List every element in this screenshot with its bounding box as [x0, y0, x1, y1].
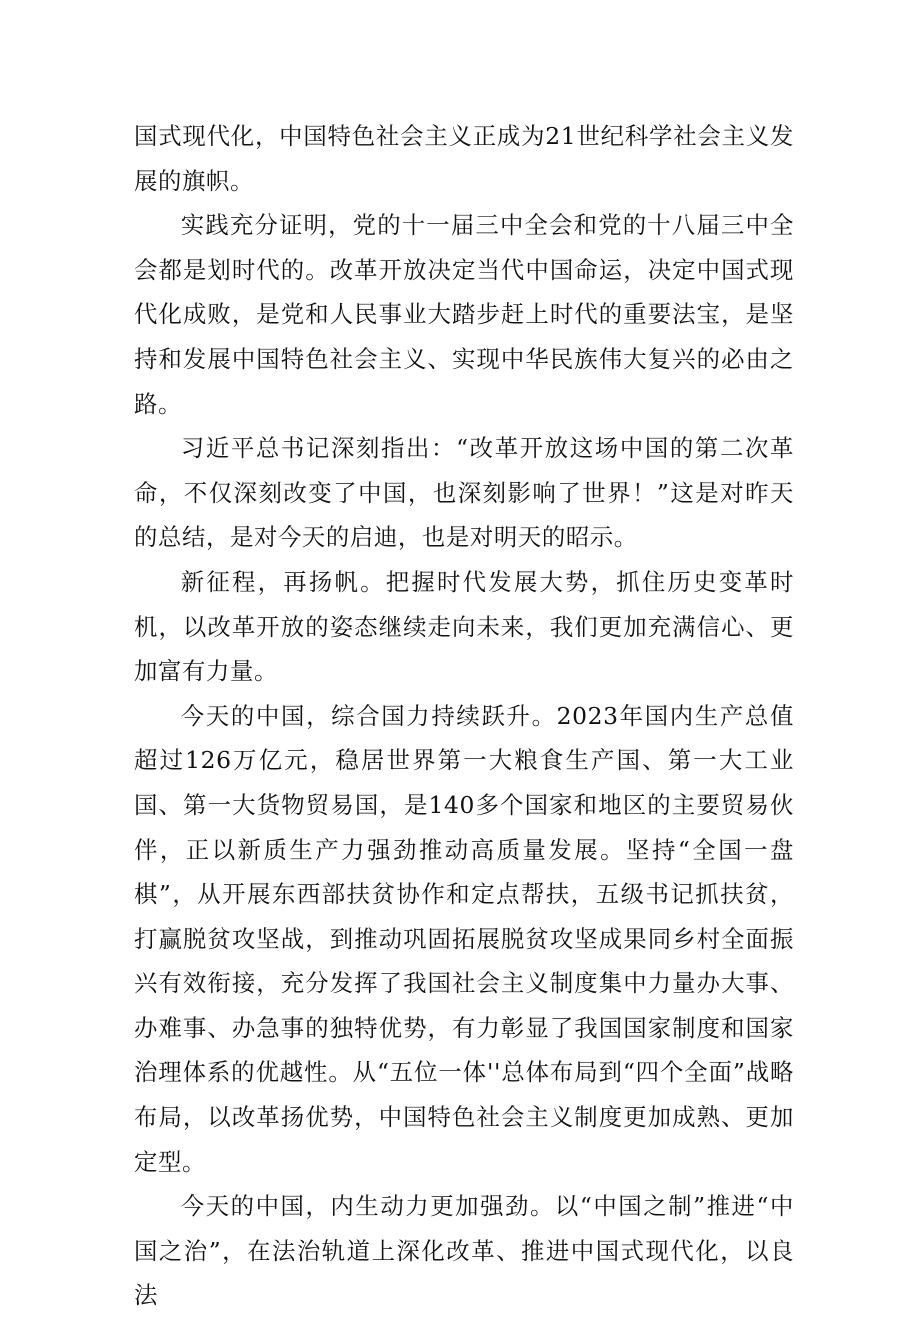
paragraph: 习近平总书记深刻指出：“改革开放这场中国的第二次革命，不仅深刻改变了中国，也深刻影响了世界！”这是对昨天的总结，是对今天的启迪，也是对明天的昭示。	[134, 434, 794, 552]
paragraph: 今天的中国，综合国力持续跃升。2023年国内生产总值超过126万亿元，稳居世界第一大粮食生产国、第一大工业国、第一大货物贸易国，是140多个国家和地区的主要贸易伙伴，正以新质生产力强劲推动高质量发展。坚持“全国一盘棋”，从开展东西部扶贫协作和定点帮扶，五级书记抓扶贫，打赢脱贫攻坚战，到推动巩固拓展脱贫攻坚成果同乡村全面振兴有效衔接，充分发挥了我国社会主义制度集中力量办大事、办难事、办急事的独特优势，有力彰显了我国国家制度和国家治理体系的优越性。从“五位一体''总体布局到“四个全面”战略布局，以改革扬优势，中国特色社会主义制度更加成熟、更加定型。	[134, 701, 794, 1176]
paragraph: 国式现代化，中国特色社会主义正成为21世纪科学社会主义发展的旗帜。	[134, 122, 794, 195]
document-body	[134, 114, 794, 1318]
paragraph: 今天的中国，内生动力更加强劲。以“中国之制”推进“中国之治”，在法治轨道上深化改革、推进中国式现代化，以良法	[134, 1192, 794, 1310]
paragraph: 实践充分证明，党的十一届三中全会和党的十八届三中全会都是划时代的。改革开放决定当代中国命运，决定中国式现代化成败，是党和人民事业大踏步赶上时代的重要法宝，是坚持和发展中国特色社会主义、实现中华民族伟大复兴的必由之路。	[134, 211, 794, 418]
paragraph: 新征程，再扬帆。把握时代发展大势，抓住历史变革时机，以改革开放的姿态继续走向未来，我们更加充满信心、更加富有力量。	[134, 567, 794, 686]
